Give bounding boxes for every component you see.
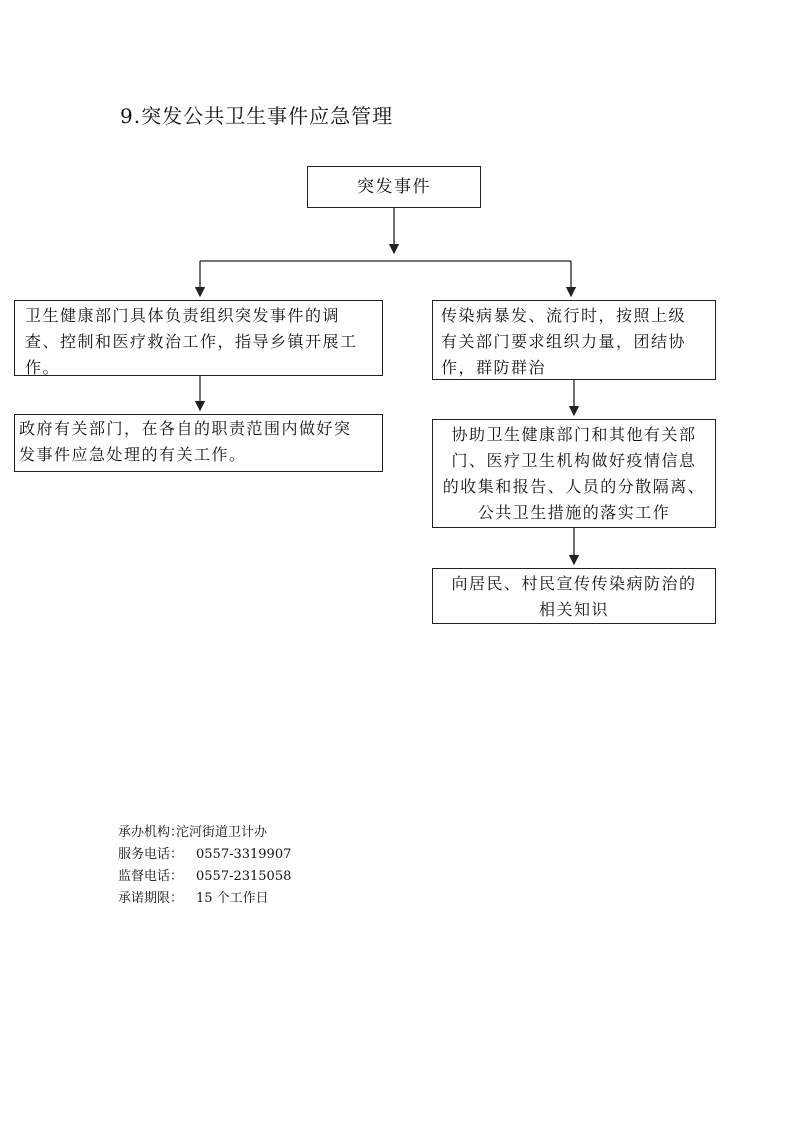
node-text-line: 作，群防群治 <box>441 358 547 377</box>
node-text-line: 发事件应急处理的有关工作。 <box>19 445 247 464</box>
service-info <box>118 822 291 910</box>
phone-row <box>118 844 291 866</box>
org-row <box>118 822 291 844</box>
node-text-line: 相关知识 <box>538 600 609 619</box>
deadline-value: 15 个工作日 <box>196 891 269 906</box>
node-emergency-event <box>307 166 481 208</box>
node-text-line: 卫生健康部门具体负责组织突发事件的调 <box>25 306 341 325</box>
deadline-row <box>118 888 291 910</box>
node-text-line: 的收集和报告、人员的分散隔离、 <box>442 477 706 496</box>
phone-label: 服务电话： <box>118 847 184 862</box>
node-text-line: 政府有关部门，在各自的职责范围内做好突 <box>19 419 352 438</box>
deadline-label: 承诺期限： <box>118 891 184 906</box>
supervise-label: 监督电话： <box>118 869 184 884</box>
node-assist-health-department <box>432 419 716 528</box>
node-text-line: 查、控制和医疗救治工作，指导乡镇开展工 <box>25 332 358 351</box>
node-health-department <box>14 300 383 376</box>
node-text-line: 有关部门要求组织力量，团结协 <box>441 332 687 351</box>
phone-value: 0557-3319907 <box>196 847 292 862</box>
node-publicity <box>432 568 716 624</box>
node-text-line: 协助卫生健康部门和其他有关部 <box>451 425 697 444</box>
node-text-line: 公共卫生措施的落实工作 <box>477 503 671 522</box>
supervise-value: 0557-2315058 <box>196 869 292 884</box>
node-epidemic-outbreak <box>432 300 716 380</box>
node-text-line: 门、医疗卫生机构做好疫情信息 <box>451 451 697 470</box>
supervise-row <box>118 866 291 888</box>
page-title: 9.突发公共卫生事件应急管理 <box>120 104 394 128</box>
node-text-line: 传染病暴发、流行时，按照上级 <box>441 306 687 325</box>
node-text-line: 向居民、村民宣传传染病防治的 <box>451 574 697 593</box>
node-government-departments <box>14 414 383 472</box>
org-label: 承办机构： <box>118 825 184 840</box>
node-text-line: 作。 <box>25 358 61 377</box>
org-value: 沱河街道卫计办 <box>176 825 268 840</box>
node-event-text: 突发事件 <box>357 177 431 197</box>
